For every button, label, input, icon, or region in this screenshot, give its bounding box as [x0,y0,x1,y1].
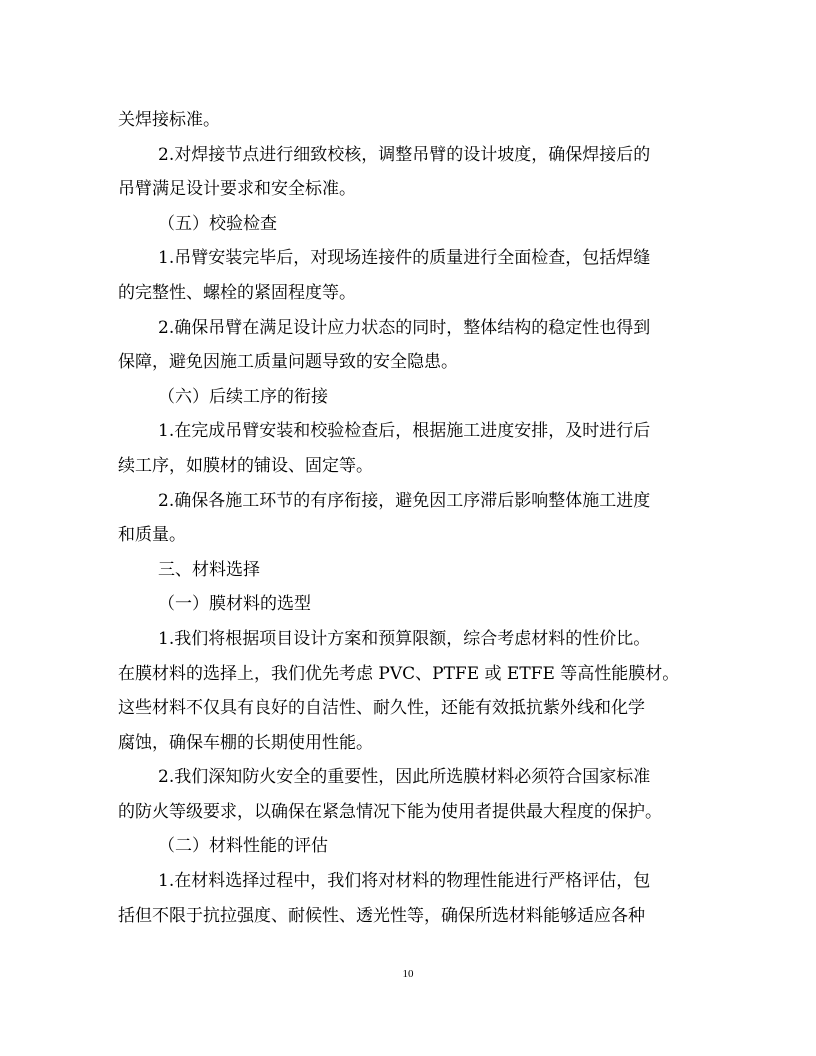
chapter-heading: 三、材料选择 [158,559,260,580]
text-line: 保障，避免因施工质量问题导致的安全隐患。 [118,352,458,373]
text-line: 的防火等级要求，以确保在紧急情况下能为使用者提供最大程度的保护。 [118,801,662,822]
text-line: 1.在材料选择过程中，我们将对材料的物理性能进行严格评估，包 [158,871,651,892]
text-line: 2.对焊接节点进行细致校核，调整吊臂的设计坡度，确保焊接后的 [158,144,651,165]
text-line: 2.我们深知防火安全的重要性，因此所选膜材料必须符合国家标准 [158,767,651,788]
text-line: 括但不限于抗拉强度、耐候性、透光性等，确保所选材料能够适应各种 [118,905,645,926]
text-line: 腐蚀，确保车棚的长期使用性能。 [118,732,373,753]
text-line: 和质量。 [118,525,186,546]
text-line: 的完整性、螺栓的紧固程度等。 [118,282,356,303]
text-line: 在膜材料的选择上，我们优先考虑 PVC、PTFE 或 ETFE 等高性能膜材。 [118,663,680,684]
section-heading: （六）后续工序的衔接 [158,386,328,407]
document-body [118,103,700,933]
section-heading: （一）膜材料的选型 [158,594,311,615]
text-line: 续工序，如膜材的铺设、固定等。 [118,455,373,476]
text-line: 这些材料不仅具有良好的自洁性、耐久性，还能有效抵抗紫外线和化学 [118,698,645,719]
text-line: 关焊接标准。 [118,110,220,130]
text-line: 2.确保吊臂在满足设计应力状态的同时，整体结构的稳定性也得到 [158,317,651,338]
text-line: 1.在完成吊臂安装和校验检查后，根据施工进度安排，及时进行后 [158,421,651,442]
section-heading: （五）校验检查 [158,213,277,234]
section-heading: （二）材料性能的评估 [158,836,328,857]
text-line: 2.确保各施工环节的有序衔接，避免因工序滞后影响整体施工进度 [158,490,651,511]
page-number: 10 [402,968,414,980]
text-line: 1.吊臂安装完毕后，对现场连接件的质量进行全面检查，包括焊缝 [158,248,651,269]
text-line: 吊臂满足设计要求和安全标准。 [118,179,356,200]
text-line: 1.我们将根据项目设计方案和预算限额，综合考虑材料的性价比。 [158,628,651,649]
